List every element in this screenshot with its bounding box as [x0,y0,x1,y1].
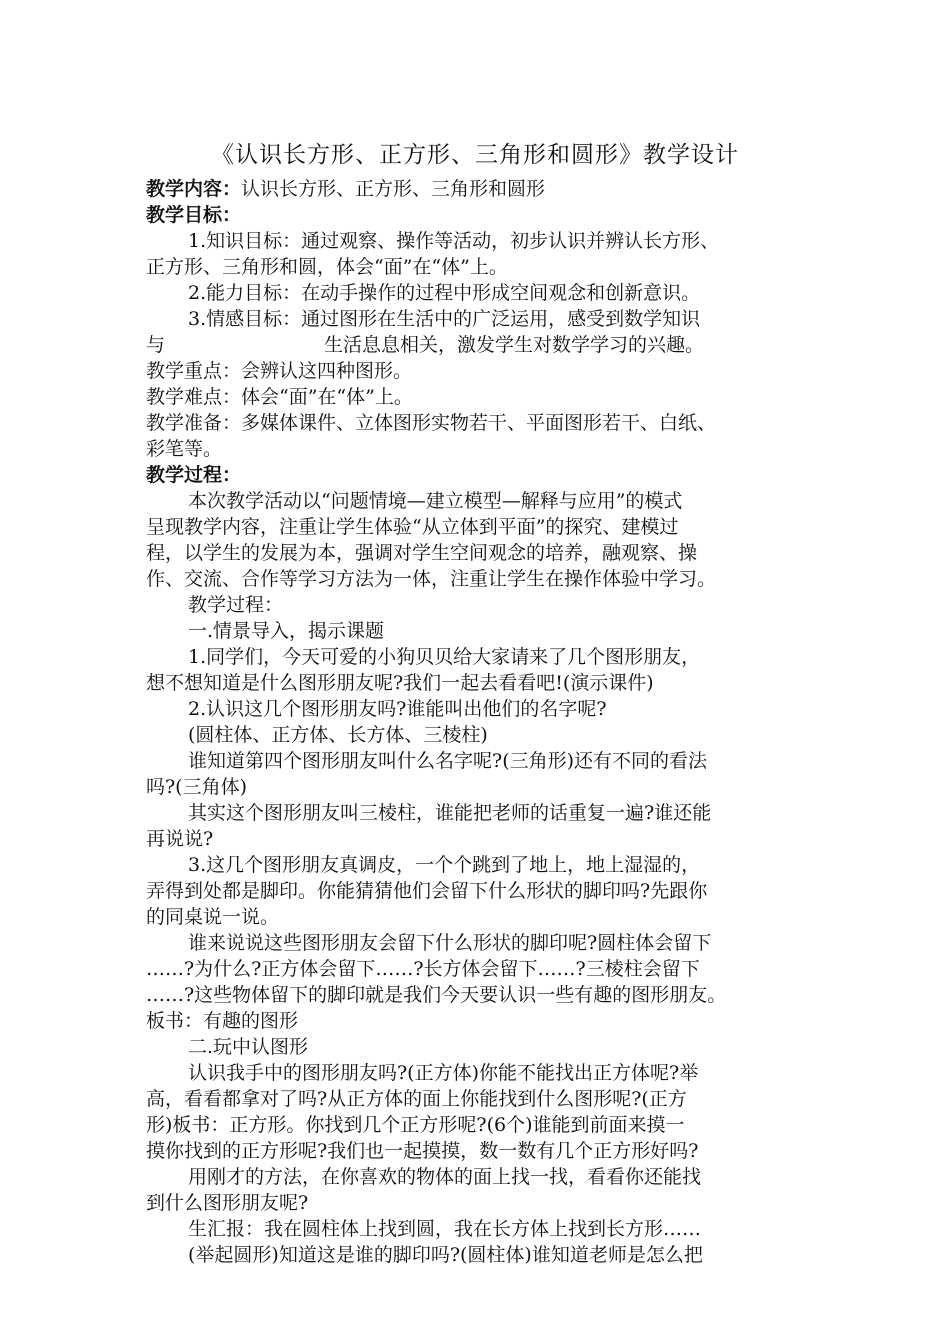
s1-p1-line-2: 想不想知道是什么图形朋友呢?我们一起去看看吧!(演示课件) [146,672,654,694]
process-sub-label: 教学过程： [188,594,284,616]
s2-p3: 生汇报：我在圆柱体上找到圆，我在长方体上找到长方形…… [188,1218,702,1240]
process-label: 教学过程： [146,464,242,486]
s1-p3-line-1: 谁知道第四个图形朋友叫什么名字呢?(三角形)还有不同的看法 [188,750,708,772]
s1-p4-line-2: 再说说? [146,828,214,850]
s1-p5-line-2: 弄得到处都是脚印。你能猜猜他们会留下什么形状的脚印吗?先跟你 [146,880,708,902]
goal-2: 2.能力目标：在动手操作的过程中形成空间观念和创新意识。 [188,282,701,304]
preparation-line-2: 彩笔等。 [146,438,223,460]
intro-line-1: 本次教学活动以“问题情境—建立模型—解释与应用”的模式 [188,490,683,512]
key-point: 教学重点：会辨认这四种图形。 [146,360,413,382]
s1-p6-line-3: ……?这些物体留下的脚印就是我们今天要认识一些有趣的图形朋友。 [146,984,727,1006]
goal-3-line-2 [146,332,826,358]
s1-p1-line-1: 1.同学们，今天可爱的小狗贝贝给大家请来了几个图形朋友， [188,646,701,668]
goal-3-line-2-text: 生活息息相关，激发学生对数学学习的兴趣。 [324,334,705,356]
s1-p3-line-2: 吗?(三角体) [146,776,248,798]
board-note-1: 板书：有趣的图形 [146,1010,299,1032]
preparation-line-1: 教学准备：多媒体课件、立体图形实物若干、平面图形若干、白纸、 [146,412,717,434]
s1-p4-line-1: 其实这个图形朋友叫三棱柱，谁能把老师的话重复一遍?谁还能 [188,802,712,824]
intro-line-3: 程，以学生的发展为本，强调对学生空间观念的培养，融观察、操 [146,542,698,564]
s2-p1-line-1: 认识我手中的图形朋友吗?(正方体)你能不能找出正方体呢?举 [188,1062,699,1084]
section-2-heading: 二.玩中认图形 [188,1036,309,1058]
s1-p5-line-3: 的同桌说一说。 [146,906,280,928]
s1-p6-line-1: 谁来说说这些图形朋友会留下什么形状的脚印呢?圆柱体会留下 [188,932,712,954]
difficulty: 教学难点：体会“面”在“体”上。 [146,386,413,408]
intro-line-2: 呈现教学内容，注重让学生体验“从立体到平面”的探究、建模过 [146,516,679,538]
content-text: 认识长方形、正方形、三角形和圆形 [241,178,546,200]
content-label: 教学内容： [146,178,242,200]
s1-p5-line-1: 3.这几个图形朋友真调皮，一个个跳到了地上，地上湿湿的， [188,854,701,876]
goal-3-yu: 与 [146,334,166,356]
s2-p2-line-2: 到什么图形朋友呢? [146,1192,309,1214]
section-1-heading: 一.情景导入，揭示课题 [188,620,385,642]
intro-line-4: 作、交流、合作等学习方法为一体，注重让学生在操作体验中学习。 [146,568,717,590]
s2-p1-line-2: 高，看看都拿对了吗?从正方体的面上你能找到什么图形呢?(正方 [146,1088,687,1110]
s1-p2b: (圆柱体、正方体、长方体、三棱柱) [188,724,488,746]
s1-p6-line-2: ……?为什么?正方体会留下……?长方体会留下……?三棱柱会留下 [146,958,700,980]
document-body [146,176,826,1268]
goal-1-line-1: 1.知识目标：通过观察、操作等活动，初步认识并辨认长方形、 [188,230,720,252]
content-line [146,176,826,202]
s2-p1-line-3: 形)板书：正方形。你找到几个正方形呢?(6个)谁能到前面来摸一 [146,1114,685,1136]
goal-1-line-2: 正方形、三角形和圆，体会“面”在“体”上。 [146,256,508,278]
s2-p1-line-4: 摸你找到的正方形呢?我们也一起摸摸，数一数有几个正方形好吗? [146,1140,699,1162]
s2-p2-line-1: 用刚才的方法，在你喜欢的物体的面上找一找，看看你还能找 [188,1166,702,1188]
goal-3-line-1: 3.情感目标：通过图形在生活中的广泛运用，感受到数学知识 [188,308,701,330]
s2-p4: (举起圆形)知道这是谁的脚印吗?(圆柱体)谁知道老师是怎么把 [188,1244,703,1266]
document-title: 《认识长方形、正方形、三角形和圆形》教学设计 [211,142,739,168]
goals-label: 教学目标： [146,204,242,226]
s1-p2: 2.认识这几个图形朋友吗?谁能叫出他们的名字呢? [188,698,607,720]
